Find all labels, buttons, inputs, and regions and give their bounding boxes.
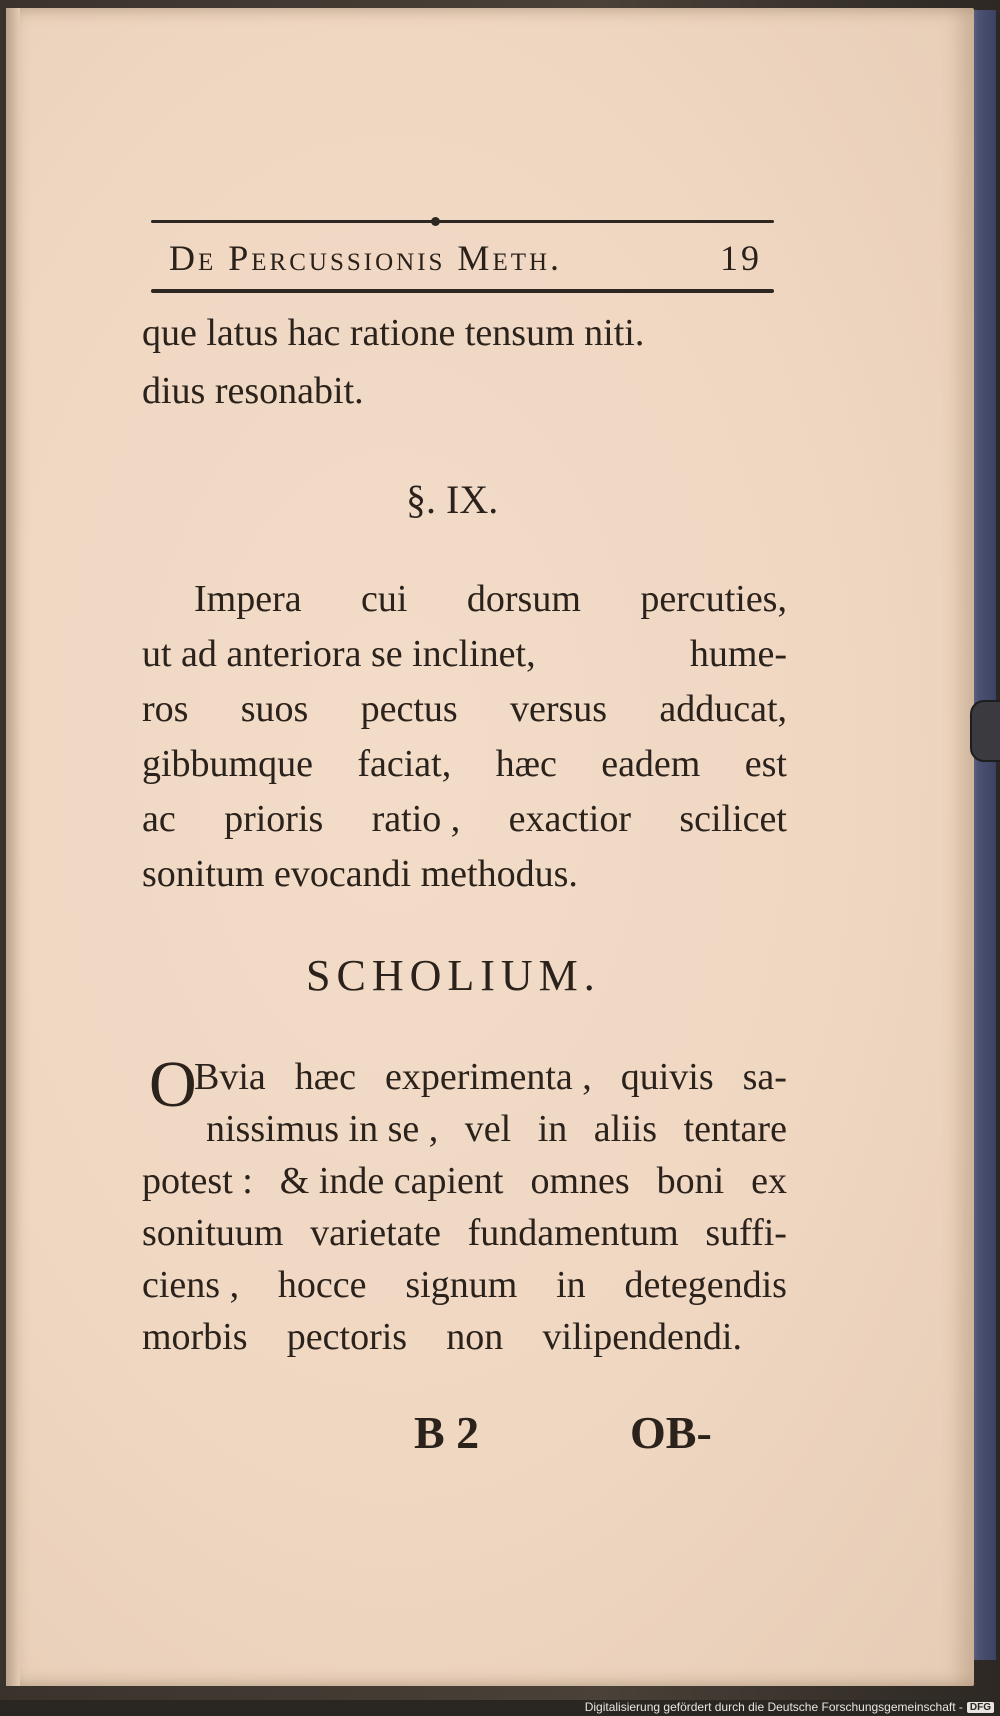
header-rule-top	[151, 220, 774, 223]
word: hocce	[277, 1264, 367, 1306]
running-head	[151, 220, 774, 293]
text-line	[142, 800, 787, 838]
word: in	[537, 1108, 568, 1150]
page-edge	[6, 8, 20, 1686]
text-line	[142, 855, 578, 893]
word: & inde capient	[279, 1160, 504, 1202]
text-line	[142, 635, 787, 673]
text-line	[142, 1318, 742, 1356]
book-clasp	[970, 700, 1000, 762]
section-heading: §. IX.	[406, 477, 499, 522]
word: gibbumque	[142, 743, 313, 785]
header-rule-bottom	[151, 289, 774, 293]
word: prioris	[224, 798, 324, 840]
word: ros	[142, 688, 189, 730]
word: pectoris	[286, 1316, 408, 1358]
word: eadem	[601, 743, 701, 785]
signature-mark: B 2	[414, 1407, 480, 1458]
word: boni	[656, 1160, 725, 1202]
text-line	[142, 745, 787, 783]
word: in	[556, 1264, 586, 1306]
word: ciens ,	[142, 1264, 240, 1306]
word: adducat,	[659, 688, 787, 730]
dfg-logo-icon: DFG	[967, 1702, 994, 1713]
word: faciat,	[357, 743, 452, 785]
word: experimenta ,	[384, 1056, 592, 1098]
word: suos	[240, 688, 309, 730]
catchword: OB-	[630, 1407, 712, 1458]
word: ex	[751, 1160, 787, 1202]
text-line	[142, 1214, 787, 1252]
text-line	[194, 1058, 787, 1096]
word: morbis	[142, 1316, 248, 1358]
word: hæc	[294, 1056, 356, 1098]
word: sa-	[742, 1056, 787, 1098]
drop-cap: O	[149, 1048, 197, 1121]
word: scilicet	[679, 798, 787, 840]
page-number: 19	[720, 238, 762, 278]
word: Impera	[194, 578, 302, 620]
text-line: dius resonabit.	[142, 370, 364, 412]
text-line	[142, 1162, 787, 1200]
word: ac	[142, 798, 176, 840]
text-line	[206, 1110, 787, 1148]
word: exactior	[508, 798, 631, 840]
word: fundamentum	[467, 1212, 679, 1254]
word: hume-	[689, 633, 787, 675]
word: vel	[464, 1108, 512, 1150]
book-page	[6, 8, 974, 1686]
word: ratio ,	[371, 798, 461, 840]
word: detegendis	[624, 1264, 787, 1306]
word: suffi-	[705, 1212, 787, 1254]
text-line	[142, 1266, 787, 1304]
word: est	[744, 743, 787, 785]
word: pectus	[360, 688, 458, 730]
text-line: que latus hac ratione tensum niti.	[142, 312, 645, 354]
word: aliis	[593, 1108, 658, 1150]
word: versus	[509, 688, 608, 730]
word: hæc	[495, 743, 557, 785]
word: tentare	[683, 1108, 787, 1150]
word: dorsum	[466, 578, 581, 620]
footer-credit	[585, 1700, 994, 1714]
word: cui	[361, 578, 408, 620]
word: percuties,	[640, 578, 787, 620]
word: ut ad anteriora se inclinet,	[142, 633, 536, 675]
word: nissimus in se ,	[206, 1108, 439, 1150]
word: potest :	[142, 1160, 253, 1202]
word: varietate	[310, 1212, 441, 1254]
running-head-title: De Percussionis Meth.	[169, 238, 563, 278]
text-line	[142, 690, 787, 728]
word: sonitum evocandi methodus.	[142, 853, 578, 895]
footer-credit-text: Digitalisierung gefördert durch die Deutsche Forschungsgemeinschaft -	[584, 1700, 963, 1714]
word: quivis	[620, 1056, 714, 1098]
running-head-text	[151, 223, 774, 289]
word: omnes	[530, 1160, 630, 1202]
word: sonituum	[142, 1212, 284, 1254]
word: Bvia	[194, 1056, 266, 1098]
word: vilipendendi.	[542, 1316, 742, 1358]
text-line	[194, 580, 787, 618]
word: non	[446, 1316, 504, 1358]
word: signum	[405, 1264, 518, 1306]
scholium-heading: SCHOLIUM.	[306, 951, 601, 1000]
